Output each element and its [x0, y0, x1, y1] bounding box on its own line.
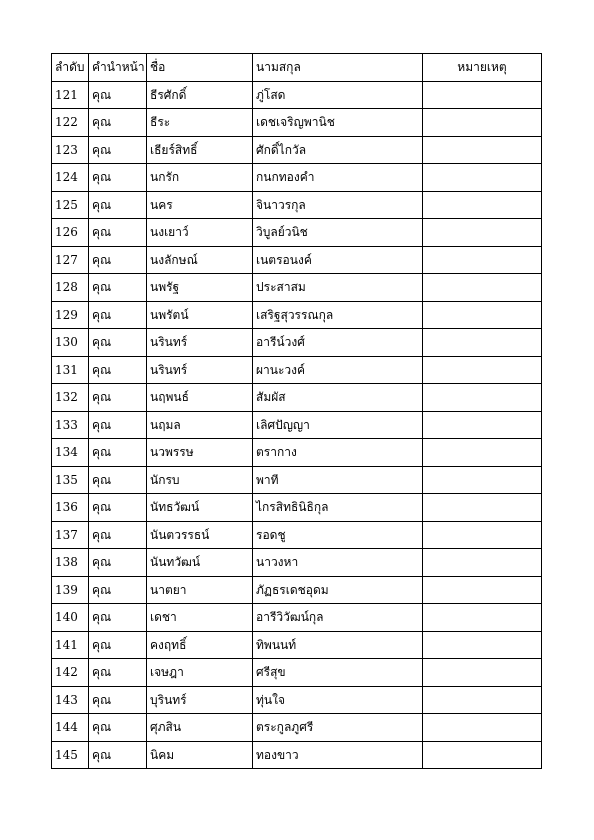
name-list-table	[51, 53, 542, 769]
cell-last-name: เสริฐสุวรรณกุล	[253, 301, 423, 329]
cell-first-name: นันตวรรธน์	[147, 521, 253, 549]
cell-remark	[423, 356, 542, 384]
cell-number: 126	[52, 219, 89, 247]
table-row	[52, 714, 542, 742]
cell-first-name: นาตยา	[147, 576, 253, 604]
cell-number: 144	[52, 714, 89, 742]
cell-last-name: เดชเจริญพานิช	[253, 109, 423, 137]
cell-number: 143	[52, 686, 89, 714]
cell-first-name: นวพรรษ	[147, 439, 253, 467]
cell-first-name: เจษฎา	[147, 659, 253, 687]
table-row	[52, 439, 542, 467]
header-number: ลำดับ	[52, 54, 89, 82]
cell-number: 139	[52, 576, 89, 604]
cell-title: คุณ	[89, 301, 147, 329]
cell-remark	[423, 411, 542, 439]
cell-first-name: ธีระ	[147, 109, 253, 137]
cell-number: 140	[52, 604, 89, 632]
cell-last-name: ทุ่นใจ	[253, 686, 423, 714]
cell-last-name: เลิศปัญญา	[253, 411, 423, 439]
cell-remark	[423, 274, 542, 302]
cell-first-name: นรินทร์	[147, 329, 253, 357]
cell-remark	[423, 439, 542, 467]
cell-remark	[423, 81, 542, 109]
cell-remark	[423, 109, 542, 137]
table-row	[52, 494, 542, 522]
cell-number: 133	[52, 411, 89, 439]
cell-first-name: นิคม	[147, 741, 253, 769]
cell-number: 135	[52, 466, 89, 494]
table-row	[52, 136, 542, 164]
cell-remark	[423, 714, 542, 742]
cell-title: คุณ	[89, 329, 147, 357]
table-row	[52, 274, 542, 302]
cell-number: 122	[52, 109, 89, 137]
cell-number: 129	[52, 301, 89, 329]
cell-title: คุณ	[89, 659, 147, 687]
cell-number: 145	[52, 741, 89, 769]
cell-last-name: พาที	[253, 466, 423, 494]
cell-first-name: ธีรศักดิ์	[147, 81, 253, 109]
table-body	[52, 81, 542, 769]
cell-number: 131	[52, 356, 89, 384]
header-first-name: ชื่อ	[147, 54, 253, 82]
cell-last-name: ศรีสุข	[253, 659, 423, 687]
table-row	[52, 246, 542, 274]
cell-number: 137	[52, 521, 89, 549]
cell-last-name: ทองขาว	[253, 741, 423, 769]
cell-first-name: นงลักษณ์	[147, 246, 253, 274]
cell-title: คุณ	[89, 576, 147, 604]
table-row	[52, 384, 542, 412]
table-row	[52, 109, 542, 137]
header-remark: หมายเหตุ	[423, 54, 542, 82]
cell-number: 130	[52, 329, 89, 357]
cell-remark	[423, 604, 542, 632]
cell-title: คุณ	[89, 219, 147, 247]
cell-title: คุณ	[89, 274, 147, 302]
cell-first-name: นฤพนธ์	[147, 384, 253, 412]
cell-title: คุณ	[89, 109, 147, 137]
table-row	[52, 686, 542, 714]
cell-title: คุณ	[89, 604, 147, 632]
cell-first-name: เดชา	[147, 604, 253, 632]
cell-number: 136	[52, 494, 89, 522]
cell-title: คุณ	[89, 549, 147, 577]
table-row	[52, 411, 542, 439]
table-row	[52, 301, 542, 329]
table-row	[52, 356, 542, 384]
table-row	[52, 81, 542, 109]
table-row	[52, 631, 542, 659]
cell-remark	[423, 686, 542, 714]
cell-title: คุณ	[89, 136, 147, 164]
cell-last-name: ตระกูลภูศรี	[253, 714, 423, 742]
cell-title: คุณ	[89, 356, 147, 384]
cell-remark	[423, 301, 542, 329]
table-row	[52, 659, 542, 687]
cell-title: คุณ	[89, 521, 147, 549]
cell-first-name: นงเยาว์	[147, 219, 253, 247]
cell-number: 124	[52, 164, 89, 192]
table-header-row	[52, 54, 542, 82]
cell-number: 121	[52, 81, 89, 109]
cell-last-name: ศักดิ์ไกวัล	[253, 136, 423, 164]
cell-last-name: ไกรสิทธินิธิกุล	[253, 494, 423, 522]
cell-title: คุณ	[89, 81, 147, 109]
cell-title: คุณ	[89, 631, 147, 659]
header-last-name: นามสกุล	[253, 54, 423, 82]
cell-last-name: อารีน์วงศ์	[253, 329, 423, 357]
cell-remark	[423, 549, 542, 577]
cell-last-name: เนตรอนงค์	[253, 246, 423, 274]
cell-title: คุณ	[89, 686, 147, 714]
table-row	[52, 549, 542, 577]
cell-last-name: สัมผัส	[253, 384, 423, 412]
cell-title: คุณ	[89, 191, 147, 219]
table-row	[52, 164, 542, 192]
cell-title: คุณ	[89, 466, 147, 494]
cell-last-name: กนกทองคำ	[253, 164, 423, 192]
cell-number: 128	[52, 274, 89, 302]
cell-first-name: บุรินทร์	[147, 686, 253, 714]
table-row	[52, 219, 542, 247]
cell-last-name: ภัฏธรเดชอุดม	[253, 576, 423, 604]
cell-remark	[423, 576, 542, 604]
cell-title: คุณ	[89, 741, 147, 769]
cell-last-name: ผานะวงค์	[253, 356, 423, 384]
cell-first-name: ศุภสิน	[147, 714, 253, 742]
cell-first-name: นคร	[147, 191, 253, 219]
cell-number: 125	[52, 191, 89, 219]
cell-number: 132	[52, 384, 89, 412]
cell-remark	[423, 136, 542, 164]
cell-title: คุณ	[89, 384, 147, 412]
cell-remark	[423, 659, 542, 687]
table-row	[52, 466, 542, 494]
cell-first-name: นกรัก	[147, 164, 253, 192]
cell-number: 142	[52, 659, 89, 687]
cell-remark	[423, 191, 542, 219]
cell-number: 138	[52, 549, 89, 577]
cell-last-name: ทิพนนท์	[253, 631, 423, 659]
cell-remark	[423, 494, 542, 522]
table-row	[52, 741, 542, 769]
table-row	[52, 329, 542, 357]
cell-last-name: ประสาสม	[253, 274, 423, 302]
cell-number: 123	[52, 136, 89, 164]
cell-remark	[423, 631, 542, 659]
cell-first-name: นัทธวัฒน์	[147, 494, 253, 522]
cell-title: คุณ	[89, 494, 147, 522]
cell-first-name: นฤมล	[147, 411, 253, 439]
cell-last-name: จินาวรกุล	[253, 191, 423, 219]
cell-number: 141	[52, 631, 89, 659]
header-title: คำนำหน้า	[89, 54, 147, 82]
cell-first-name: เธียร์สิทธิ์	[147, 136, 253, 164]
cell-first-name: นพรัฐ	[147, 274, 253, 302]
table-row	[52, 576, 542, 604]
cell-remark	[423, 219, 542, 247]
cell-title: คุณ	[89, 439, 147, 467]
cell-first-name: คงฤทธิ์	[147, 631, 253, 659]
cell-title: คุณ	[89, 246, 147, 274]
cell-remark	[423, 741, 542, 769]
cell-remark	[423, 164, 542, 192]
cell-remark	[423, 329, 542, 357]
cell-last-name: รอดชู	[253, 521, 423, 549]
cell-last-name: ภู่โสด	[253, 81, 423, 109]
cell-title: คุณ	[89, 714, 147, 742]
cell-first-name: นันทวัฒน์	[147, 549, 253, 577]
cell-last-name: อารีวิวัฒน์กุล	[253, 604, 423, 632]
cell-title: คุณ	[89, 411, 147, 439]
cell-title: คุณ	[89, 164, 147, 192]
cell-remark	[423, 521, 542, 549]
table-row	[52, 521, 542, 549]
cell-last-name: วิบูลย์วนิช	[253, 219, 423, 247]
cell-remark	[423, 246, 542, 274]
cell-last-name: นาวงหา	[253, 549, 423, 577]
cell-remark	[423, 384, 542, 412]
cell-remark	[423, 466, 542, 494]
cell-first-name: นพรัตน์	[147, 301, 253, 329]
cell-last-name: ตรากาง	[253, 439, 423, 467]
cell-number: 127	[52, 246, 89, 274]
cell-first-name: นรินทร์	[147, 356, 253, 384]
cell-first-name: นักรบ	[147, 466, 253, 494]
table-row	[52, 604, 542, 632]
cell-number: 134	[52, 439, 89, 467]
table-row	[52, 191, 542, 219]
